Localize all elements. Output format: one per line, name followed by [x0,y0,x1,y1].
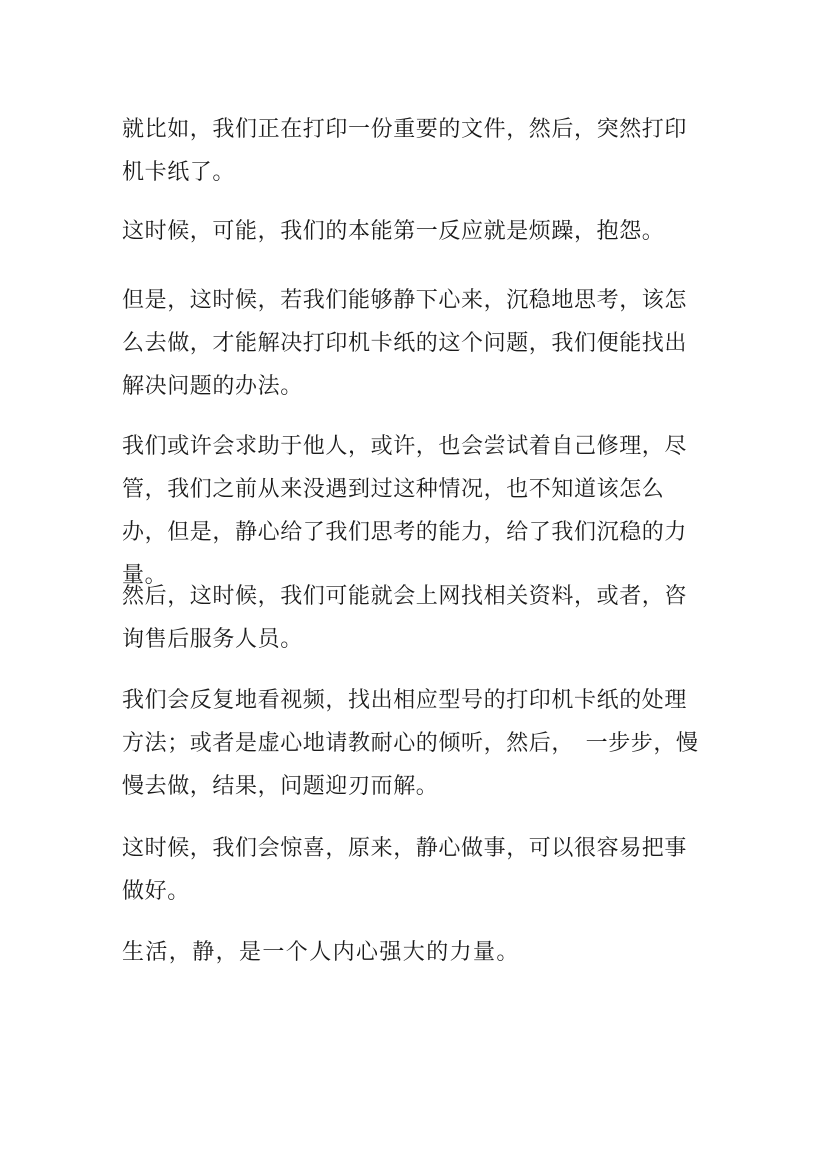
paragraph-6: 我们会反复地看视频，找出相应型号的打印机卡纸的处理方法；或者是虚心地请教耐心的倾听，然后， 一步步，慢慢去做，结果，问题迎刃而解。 [122,688,699,799]
paragraph-8: 生活，静，是一个人内心强大的力量。 [122,940,520,965]
paragraph-2: 这时候，可能，我们的本能第一反应就是烦躁，抱怨。 [122,219,665,244]
paragraph-3: 但是，这时候，若我们能够静下心来，沉稳地思考，该怎么去做，才能解决打印机卡纸的这个问题，我们便能找出解决问题的办法。 [122,288,688,399]
paragraph-4: 我们或许会求助于他人，或许，也会尝试着自己修理，尽管，我们之前从来没遇到过这种情况，也不知道该怎么办，但是，静心给了我们思考的能力，给了我们沉稳的力量。 [122,434,688,588]
paragraph-1: 就比如，我们正在打印一份重要的文件，然后，突然打印机卡纸了。 [122,117,688,185]
paragraph-5: 然后，这时候，我们可能就会上网找相关资料，或者，咨询售后服务人员。 [122,584,688,652]
paragraph-7: 这时候，我们会惊喜，原来，静心做事，可以很容易把事做好。 [122,836,688,904]
